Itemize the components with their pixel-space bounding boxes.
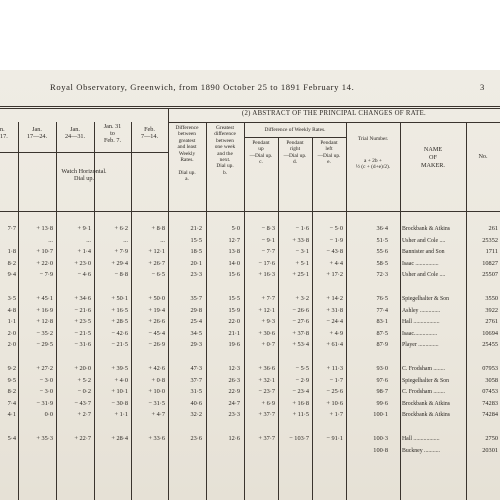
- pendant-right-cell: + 37·8: [292, 329, 309, 337]
- diff-a-cell: 25·4: [190, 318, 202, 326]
- diff-b-cell: [206, 447, 240, 455]
- trial-number-cell: 77·4: [376, 306, 388, 314]
- week-header: Jan. 24—31.: [64, 126, 86, 140]
- pendant-up-cell: − 23·7: [258, 388, 275, 396]
- week-cell: 2·0: [7, 329, 16, 337]
- week-cell: + 10·7: [36, 248, 53, 256]
- week-cell: + 5·2: [77, 376, 91, 384]
- diff-a-cell: 23·3: [190, 271, 202, 279]
- diff-b-cell: 5·0: [231, 225, 240, 232]
- diff-a-cell: 37·7: [190, 376, 202, 384]
- diff-a-cell: 35·7: [190, 295, 202, 302]
- week-cell: − 7·9: [39, 271, 53, 279]
- pendant-left-cell: − 5·0: [329, 225, 343, 232]
- watch-number-cell: 3550: [485, 295, 498, 302]
- maker-name-cell: Brockbank & Atkins: [402, 226, 450, 232]
- watch-number-cell: 10827: [482, 259, 498, 267]
- week-cell: − 31·6: [74, 341, 91, 349]
- week-cell: [0, 447, 16, 455]
- pendant-left-cell: + 1·7: [329, 411, 343, 419]
- week-cell: + 13·8: [36, 225, 53, 232]
- pendant-right-cell: − 2·9: [295, 376, 309, 384]
- week-cell: + 26·6: [148, 318, 165, 326]
- trial-number-cell: 83·1: [376, 318, 388, 326]
- week-cell: 4·1: [7, 411, 16, 419]
- week-cell: 2·0: [7, 341, 16, 349]
- watch-number-cell: 1711: [485, 248, 498, 256]
- trial-number-cell: 93·0: [376, 365, 388, 372]
- week-cell: + 9·1: [77, 225, 91, 232]
- week-cell: − 4·6: [77, 271, 91, 279]
- watch-number-cell: 2750: [485, 435, 498, 442]
- pendant-right-cell: + 11·5: [292, 411, 309, 419]
- week-cell: − 21·5: [111, 341, 128, 349]
- diff-a-cell: 23·6: [190, 435, 202, 442]
- trial-number-cell: 100·1: [373, 411, 388, 419]
- pendant-left-cell: + 31·8: [326, 306, 343, 314]
- maker-name-cell: C. Frodsham ........: [402, 366, 445, 372]
- week-cell: + 45·1: [36, 295, 53, 302]
- week-cell: − 26·9: [148, 341, 165, 349]
- pendant-up-cell: + 30·6: [258, 329, 275, 337]
- diff-b-cell: 22·0: [228, 318, 240, 326]
- week-cell: + 16·9: [36, 306, 53, 314]
- trial-number-cell: 58·5: [376, 259, 388, 267]
- maker-name-cell: Bannister and Son: [402, 249, 445, 256]
- week-cell: + 20·0: [74, 365, 91, 372]
- abstract-title-rule: [168, 122, 500, 123]
- week-cell: 4·8: [7, 306, 16, 314]
- maker-name-cell: Spiegelhalter & Son: [402, 377, 450, 384]
- maker-name-cell: Ashley ..............: [402, 307, 441, 314]
- pendant-up-cell: [244, 447, 275, 455]
- pendant-right-cell: + 53·4: [292, 341, 309, 349]
- abstract-title: (2) ABSTRACT OF THE PRINCIPAL CHANGES OF RATE.: [241, 110, 427, 117]
- trial-number-cell: 97·6: [376, 376, 388, 384]
- pendant-up-cell: − 8·3: [261, 225, 275, 232]
- diff-b-cell: 19·6: [228, 341, 240, 349]
- watch-number-cell: 2761: [485, 318, 498, 326]
- watch-number-cell: 25352: [482, 236, 498, 244]
- document-page: [0, 70, 500, 500]
- diff-b-cell: 15·9: [228, 306, 240, 314]
- diff-a-cell: 29·3: [190, 341, 202, 349]
- week-cell: [94, 447, 128, 455]
- week-cell: + 23·5: [74, 318, 91, 326]
- week-cell: + 22·0: [36, 259, 53, 267]
- week-cell: + 12·8: [36, 318, 53, 326]
- pendant-right-cell: + 25·1: [292, 271, 309, 279]
- week-cell: 9·2: [7, 365, 16, 372]
- pendant-up-cell: + 12·1: [258, 306, 275, 314]
- week-header: Feb. 7—14.: [140, 126, 158, 140]
- diff-b-cell: 22·9: [228, 388, 240, 396]
- maker-name-cell: Usher and Cole ....: [402, 237, 446, 244]
- week-cell: + 50·1: [111, 295, 128, 302]
- maker-name-cell: Isaac................: [402, 330, 438, 337]
- watch-number-cell: 10694: [482, 329, 498, 337]
- week-cell: 1·1: [7, 318, 16, 326]
- week-cell: ...: [48, 236, 53, 244]
- diff-b-cell: 24·7: [228, 399, 240, 407]
- pendant-right-cell: [278, 447, 309, 455]
- watch-number-cell: 07453: [482, 388, 498, 396]
- week-cell: + 39·5: [111, 365, 128, 372]
- week-cell: [0, 237, 16, 245]
- diff-a-cell: 18·5: [190, 248, 202, 256]
- week-cell: 3·5: [7, 295, 16, 302]
- diff-b-cell: 13·8: [228, 248, 240, 256]
- week-cell: − 43·7: [74, 399, 91, 407]
- week-cell: − 45·4: [148, 329, 165, 337]
- week-cell: [18, 447, 53, 455]
- pendant-right-cell: − 23·4: [292, 388, 309, 396]
- week-cell: + 8·8: [151, 225, 165, 232]
- diff-a-cell: 47·3: [190, 365, 202, 372]
- week-cell: + 29·4: [111, 259, 128, 267]
- week-cell: − 29·5: [36, 341, 53, 349]
- week-cell: 8·2: [7, 388, 16, 396]
- week-cell: + 12·1: [148, 248, 165, 256]
- running-header: [0, 82, 500, 94]
- diff-b-cell: 12·7: [228, 236, 240, 244]
- diff-b-cell: 15·5: [228, 295, 240, 302]
- watch-number-cell: 20301: [482, 446, 498, 454]
- week-cell: + 1·4: [77, 248, 91, 256]
- diff-b-cell: 12·3: [228, 365, 240, 372]
- week-header: Jan. 31 to Feb. 7.: [103, 123, 122, 144]
- watch-number-cell: 3058: [485, 376, 498, 384]
- pendant-left-cell: + 17·2: [326, 271, 343, 279]
- week-cell: ...: [123, 236, 128, 244]
- maker-name-cell: Brockbank & Atkins: [402, 412, 450, 419]
- pendant-right-cell: − 103·7: [289, 435, 309, 442]
- week-cell: [131, 447, 165, 455]
- week-cell: − 31·5: [148, 399, 165, 407]
- diff-b-cell: 23·3: [228, 411, 240, 419]
- pendant-left-cell: − 1·9: [329, 236, 343, 244]
- trial-number-cell: 36·4: [376, 225, 388, 232]
- week-cell: + 34·6: [74, 295, 91, 302]
- week-cell: + 7·9: [114, 248, 128, 256]
- week-cell: + 6·2: [114, 225, 128, 232]
- week-cell: 8·2: [7, 259, 16, 267]
- pendant-right-cell: − 3·1: [295, 248, 309, 256]
- week-cell: 1·8: [7, 248, 16, 256]
- col-rule: [400, 122, 401, 500]
- trial-number-cell: 100·8: [373, 446, 388, 454]
- week-cell: + 0·8: [151, 376, 165, 384]
- page-title: Royal Observatory, Greenwich, from 1890 October 25 to 1891 February 14.: [50, 82, 355, 92]
- week-cell: − 8·8: [114, 271, 128, 279]
- trial-number-cell: 99·6: [376, 399, 388, 407]
- week-cell: [56, 447, 91, 455]
- week-cell: − 3·0: [39, 388, 53, 396]
- week-cell: 7·4: [7, 399, 16, 407]
- pendant-left-cell: [312, 447, 343, 455]
- pendant-right-cell: + 33·8: [292, 236, 309, 244]
- week-cell: + 26·7: [148, 259, 165, 267]
- diff-a-cell: 20·1: [190, 259, 202, 267]
- week-cell: + 23·0: [74, 259, 91, 267]
- diff-b-cell: 15·6: [228, 271, 240, 279]
- week-cell: − 21·6: [74, 306, 91, 314]
- watch-number-cell: 07953: [482, 365, 498, 372]
- diff-a-cell: 29·8: [190, 306, 202, 314]
- week-cell: − 35·2: [36, 329, 53, 337]
- pendant-up-cell: + 37·7: [258, 411, 275, 419]
- maker-name-cell: Isaac ................: [402, 260, 439, 267]
- week-cell: + 4·0: [114, 376, 128, 384]
- pendant-up-cell: + 36·6: [258, 365, 275, 372]
- week-cell: + 33·6: [148, 435, 165, 442]
- pendant-left-cell: + 11·3: [326, 365, 343, 372]
- pendant-right-cell: − 1·6: [295, 225, 309, 232]
- trial-number-cell: 87·9: [376, 341, 388, 349]
- week-cell: − 31·9: [36, 399, 53, 407]
- week-header: Jan. 17—24.: [26, 126, 48, 140]
- week-cell: + 50·0: [148, 295, 165, 302]
- week-cell: + 4·7: [151, 411, 165, 419]
- week-cell: ...: [160, 236, 165, 244]
- pendant-right-cell: + 5·1: [295, 259, 309, 267]
- diff-a-cell: 15·5: [190, 236, 202, 244]
- week-cell: + 42·6: [148, 365, 165, 372]
- pendant-up-cell: + 16·3: [258, 271, 275, 279]
- trial-number-cell: 76·5: [376, 295, 388, 302]
- pendant-left-cell: − 25·6: [326, 388, 343, 396]
- maker-name-cell: C. Frodsham ........: [402, 389, 445, 396]
- watch-number-cell: 3922: [485, 306, 498, 314]
- trial-number-cell: 100·3: [373, 435, 388, 442]
- week-cell: 9·4: [7, 271, 16, 279]
- week-cell: − 21·5: [74, 329, 91, 337]
- rate-table: [0, 106, 500, 500]
- week-cell: + 28·4: [111, 435, 128, 442]
- maker-name-cell: Buckney ...........: [402, 447, 440, 454]
- pendant-left-cell: − 1·7: [329, 376, 343, 384]
- pendant-right-cell: − 5·5: [295, 365, 309, 372]
- week-cell: − 42·6: [111, 329, 128, 337]
- pendant-right-cell: + 16·8: [292, 399, 309, 407]
- diff-a-cell: 32·2: [190, 411, 202, 419]
- pendant-up-cell: − 9·1: [261, 236, 275, 244]
- trial-number-cell: 51·5: [376, 236, 388, 244]
- diff-a-cell: 31·5: [190, 388, 202, 396]
- trial-number-cell: 87·5: [376, 329, 388, 337]
- week-cell: + 22·7: [74, 435, 91, 442]
- week-cell: + 10·1: [111, 388, 128, 396]
- pendant-left-cell: + 61·4: [326, 341, 343, 349]
- week-cell: + 19·4: [148, 306, 165, 314]
- col-header-e: Pendant left —Dial up. e.: [317, 140, 341, 166]
- pendant-up-cell: + 0·7: [261, 341, 275, 349]
- col-header-b: Greatest difference between one week and the next. Dial up. b.: [214, 125, 236, 176]
- pendant-left-cell: + 4·4: [329, 259, 343, 267]
- week-cell: ...: [86, 236, 91, 244]
- diff-group-rule: [244, 137, 346, 138]
- pendant-left-cell: − 24·4: [326, 318, 343, 326]
- week-cell: + 1·1: [114, 411, 128, 419]
- col-header-c: Pendant up —Dial up. c.: [249, 140, 273, 166]
- pendant-right-cell: − 26·6: [292, 306, 309, 314]
- diff-a-cell: 34·5: [190, 329, 202, 337]
- pendant-left-cell: + 4·9: [329, 329, 343, 337]
- pendant-up-cell: + 32·1: [258, 376, 275, 384]
- pendant-right-cell: − 27·6: [292, 318, 309, 326]
- trial-number-cell: 72·3: [376, 271, 388, 279]
- trial-formula: a + 2b + ½ (c + (d+e)/2).: [355, 158, 391, 171]
- pendant-left-cell: − 91·1: [326, 435, 343, 442]
- trial-number-cell: 55·6: [376, 248, 388, 256]
- diff-a-cell: 21·2: [190, 225, 202, 232]
- diff-b-cell: 21·1: [228, 329, 240, 337]
- position-label: Watch Horizontal. Dial up.: [61, 168, 107, 182]
- diff-group-header: Difference of Weekly Rates.: [264, 127, 326, 133]
- diff-b-cell: 12·6: [228, 435, 240, 442]
- header-bottom-rule: [0, 211, 500, 212]
- maker-name-cell: Brockbank & Atkins: [402, 400, 450, 407]
- pendant-up-cell: + 6·9: [261, 399, 275, 407]
- week-cell: + 35·3: [36, 435, 53, 442]
- pendant-up-cell: + 37·7: [258, 435, 275, 442]
- pendant-up-cell: + 9·3: [261, 318, 275, 326]
- week-cell: + 28·5: [111, 318, 128, 326]
- watch-number-cell: 74283: [482, 399, 498, 407]
- col-header-d: Pendant right —Dial up. d.: [283, 140, 307, 166]
- watch-number-cell: 74284: [482, 411, 498, 419]
- week-cell: − 30·8: [111, 399, 128, 407]
- col-header-a: Difference between greatest and least Weekly Rates. Dial up. a.: [175, 125, 199, 183]
- col-header-trial: Trial Number.: [357, 136, 389, 142]
- week-cell: − 0·2: [77, 388, 91, 396]
- maker-name-cell: Usher and Cole ....: [402, 272, 446, 279]
- pendant-left-cell: + 14·2: [326, 295, 343, 302]
- diff-b-cell: 26·3: [228, 376, 240, 384]
- week-cell: + 16·5: [111, 306, 128, 314]
- pendant-left-cell: − 43·8: [326, 248, 343, 256]
- pendant-up-cell: − 17·6: [258, 259, 275, 267]
- watch-number-cell: 261: [488, 225, 498, 232]
- pendant-up-cell: − 7·7: [261, 248, 275, 256]
- week-cell: − 6·5: [151, 271, 165, 279]
- week-cell: 9·5: [7, 376, 16, 384]
- week-cell: 5·4: [7, 435, 16, 442]
- diff-a-cell: [168, 447, 202, 455]
- watch-number-cell: 25507: [482, 271, 498, 279]
- diff-b-cell: 14·0: [228, 259, 240, 267]
- week-cell: 0·0: [44, 411, 53, 419]
- pendant-up-cell: + 7·7: [261, 295, 275, 302]
- pendant-left-cell: + 10·6: [326, 399, 343, 407]
- page-number: 3: [480, 82, 485, 92]
- maker-name-cell: Spiegelhalter & Son: [402, 296, 450, 302]
- maker-name-cell: Player ..............: [402, 342, 439, 349]
- col-header-number: No.: [478, 153, 488, 160]
- week-cell: 7·7: [7, 225, 16, 232]
- week-cell: + 10·0: [148, 388, 165, 396]
- week-header-rule: [0, 152, 168, 153]
- watch-number-cell: 25455: [482, 341, 498, 349]
- week-cell: − 3·0: [39, 376, 53, 384]
- week-header: n. 17.: [0, 126, 8, 140]
- week-cell: + 2·7: [77, 411, 91, 419]
- maker-name-cell: Hall ..................: [402, 436, 440, 442]
- trial-number-cell: 98·7: [376, 388, 388, 396]
- diff-a-cell: 40·6: [190, 399, 202, 407]
- maker-name-cell: Hall ..................: [402, 319, 440, 326]
- pendant-right-cell: + 3·2: [295, 295, 309, 302]
- col-header-maker: NAME OF MAKER.: [421, 146, 445, 169]
- table-top-rule-double: [0, 108, 500, 109]
- week-cell: + 27·2: [36, 365, 53, 372]
